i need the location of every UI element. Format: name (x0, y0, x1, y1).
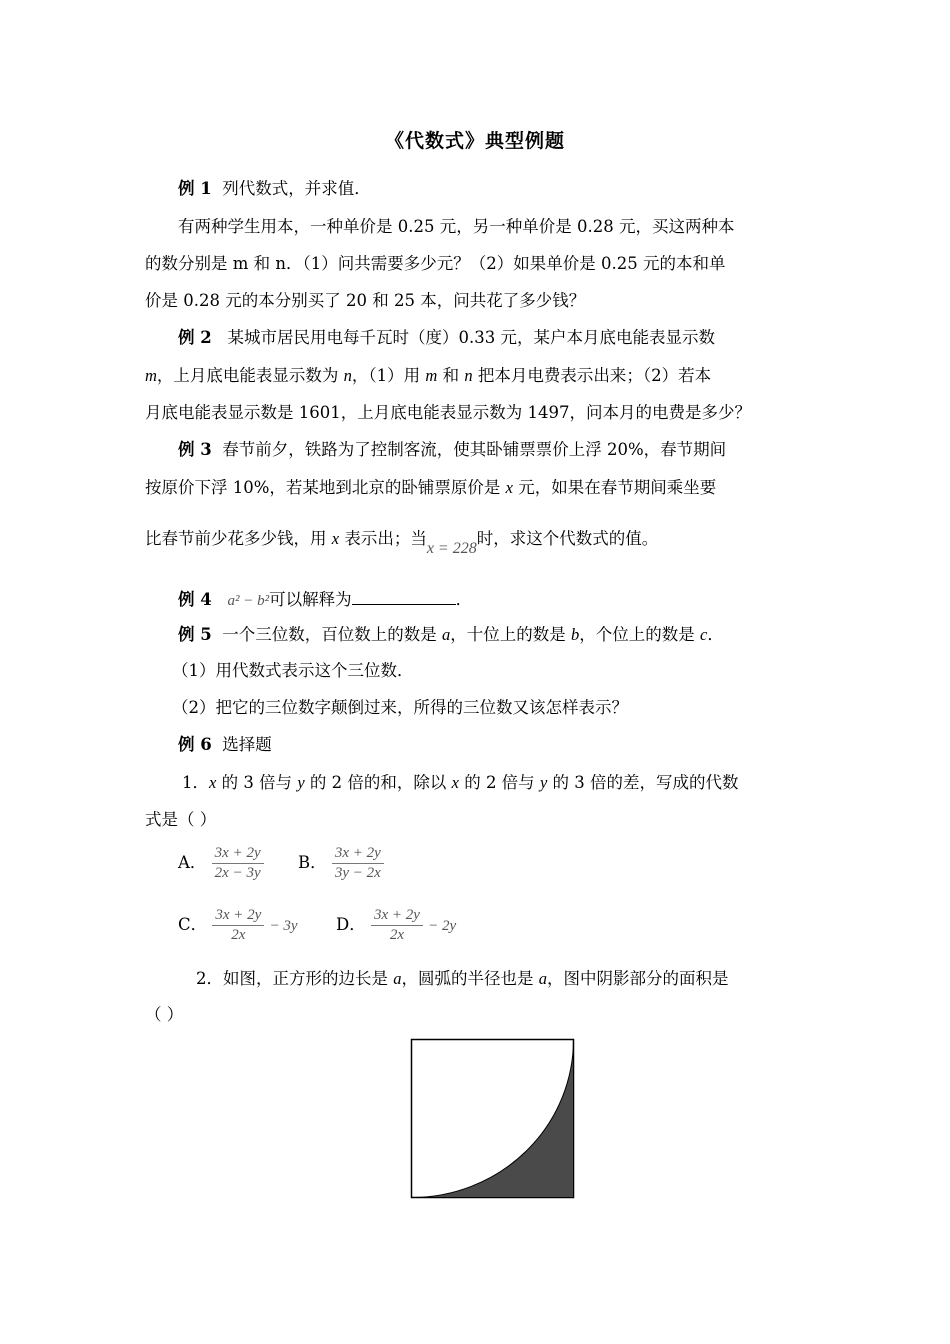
text: 的 2 倍与 (458, 773, 540, 792)
square-arc-figure (410, 1038, 576, 1200)
example-6-label: 例 6 (178, 735, 212, 754)
example-1-label: 例 1 (178, 179, 212, 198)
var-b: b (570, 625, 580, 644)
text: 的 2 倍的和，除以 (304, 773, 452, 792)
numerator: 3x + 2y (212, 906, 264, 926)
question-1-line-1 (182, 772, 739, 794)
var-a: a (393, 969, 402, 988)
option-b[interactable] (298, 844, 384, 883)
numerator: 3x + 2y (212, 844, 264, 864)
example-4-line (178, 589, 472, 612)
example-3-label: 例 3 (178, 440, 212, 459)
var-n: n (464, 366, 473, 385)
var-y: y (297, 773, 305, 792)
text: ，十位上的数是 (450, 625, 571, 644)
example-6-title: 选择题 (222, 735, 272, 754)
example-3-line-1 (178, 439, 726, 461)
example-3-text-1: 春节前夕，铁路为了控制客流，使其卧铺票票价上浮 20%，春节期间 (222, 440, 727, 459)
example-2-line-3: 月底电能表显示数是 1601，上月底电能表显示数为 1497，问本月的电费是多少？ (145, 403, 751, 422)
text: 元，如果在春节期间乘坐要 (513, 478, 717, 497)
example-5-line-1 (178, 624, 724, 646)
example-2-line-1 (178, 327, 715, 349)
text: 按原价下浮 10%，若某地到北京的卧铺票原价是 (145, 478, 506, 497)
text: ，图中阴影部分的面积是 (547, 969, 729, 988)
text: ，上月底电能表显示数为 (156, 366, 344, 385)
var-x: x (331, 529, 340, 548)
option-label: C． (178, 915, 208, 934)
text: ． (455, 590, 473, 609)
fraction (212, 844, 264, 883)
var-y: y (539, 773, 548, 792)
example-3-line-3 (145, 528, 659, 557)
text: ，个位上的数是 (579, 625, 700, 644)
text: 2．如图，正方形的边长是 (196, 969, 394, 988)
denominator: 3y − 2x (334, 865, 381, 881)
question-2-line-2: （ ） (145, 1005, 184, 1024)
text: 和 (437, 366, 465, 385)
var-c: c (699, 625, 708, 644)
text: 的 3 倍与 (216, 773, 298, 792)
var-n: n (343, 366, 352, 385)
page-title: 《代数式》典型例题 (384, 130, 565, 152)
example-3-line-2 (145, 477, 716, 499)
text: 时，求这个代数式的值。 (476, 529, 659, 548)
example-2-line-2 (145, 365, 711, 387)
example-4-label: 例 4 (178, 590, 212, 609)
text: 表示出；当 (339, 529, 427, 548)
denominator: 2x − 3y (214, 865, 261, 881)
text: 把本月电费表示出来；（2）若本 (472, 366, 712, 385)
question-1-line-2: 式是（ ） (145, 810, 217, 829)
text: ． (707, 625, 724, 644)
var-m: m (145, 366, 157, 385)
math-expression: a² − b² (227, 593, 270, 609)
text: 比春节前少花多少钱，用 (145, 529, 332, 548)
option-label: D． (336, 915, 366, 934)
text: 可以解释为 (269, 590, 352, 609)
fraction (212, 906, 264, 945)
option-label: B． (298, 853, 327, 872)
var-a: a (441, 625, 451, 644)
math-expression: x = 228 (426, 540, 477, 557)
numerator: 3x + 2y (332, 844, 384, 864)
option-d[interactable] (336, 906, 456, 945)
text: ，（1）用 (351, 366, 426, 385)
example-1-line-3: 价是 0.28 元的本分别买了 20 和 25 本，问共花了多少钱？ (145, 291, 586, 310)
example-6-heading (178, 734, 272, 756)
example-5-question-1: （1）用代数式表示这个三位数． (172, 661, 414, 680)
expression-tail: − 2y (428, 918, 457, 934)
example-2-label: 例 2 (178, 328, 212, 347)
option-label: A． (178, 853, 207, 872)
denominator: 2x (389, 927, 405, 943)
example-1-title: 列代数式，并求值． (222, 179, 371, 198)
var-x: x (451, 773, 459, 792)
text: 一个三位数，百位数上的数是 (222, 625, 442, 644)
text: 的 3 倍的差，写成的代数 (547, 773, 739, 792)
example-1-line-1: 有两种学生用本，一种单价是 0.25 元，另一种单价是 0.28 元，买这两种本 (178, 217, 735, 236)
var-m: m (425, 366, 438, 385)
example-1-heading (178, 178, 371, 200)
example-2-text-1: 某城市居民用电每千瓦时（度）0.33 元，某户本月底电能表显示数 (227, 328, 715, 347)
text: ，圆弧的半径也是 (401, 969, 539, 988)
var-a: a (538, 969, 547, 988)
var-x: x (209, 773, 217, 792)
example-1-line-2: 的数分别是 m 和 n．（1）问共需要多少元？（2）如果单价是 0.25 元的本和单 (145, 254, 726, 273)
option-c[interactable] (178, 906, 298, 945)
answer-blank (352, 590, 456, 605)
var-x: x (505, 478, 513, 497)
fraction (332, 844, 384, 883)
example-5-question-2: （2）把它的三位数字颠倒过来，所得的三位数又该怎样表示？ (172, 698, 628, 717)
question-number: 1． (182, 773, 209, 792)
question-2-line-1 (196, 968, 729, 990)
denominator: 2x (231, 927, 246, 943)
fraction (371, 906, 423, 945)
option-a[interactable] (178, 844, 264, 883)
example-5-label: 例 5 (178, 625, 212, 644)
expression-tail: − 3y (269, 918, 298, 934)
numerator: 3x + 2y (371, 906, 423, 926)
